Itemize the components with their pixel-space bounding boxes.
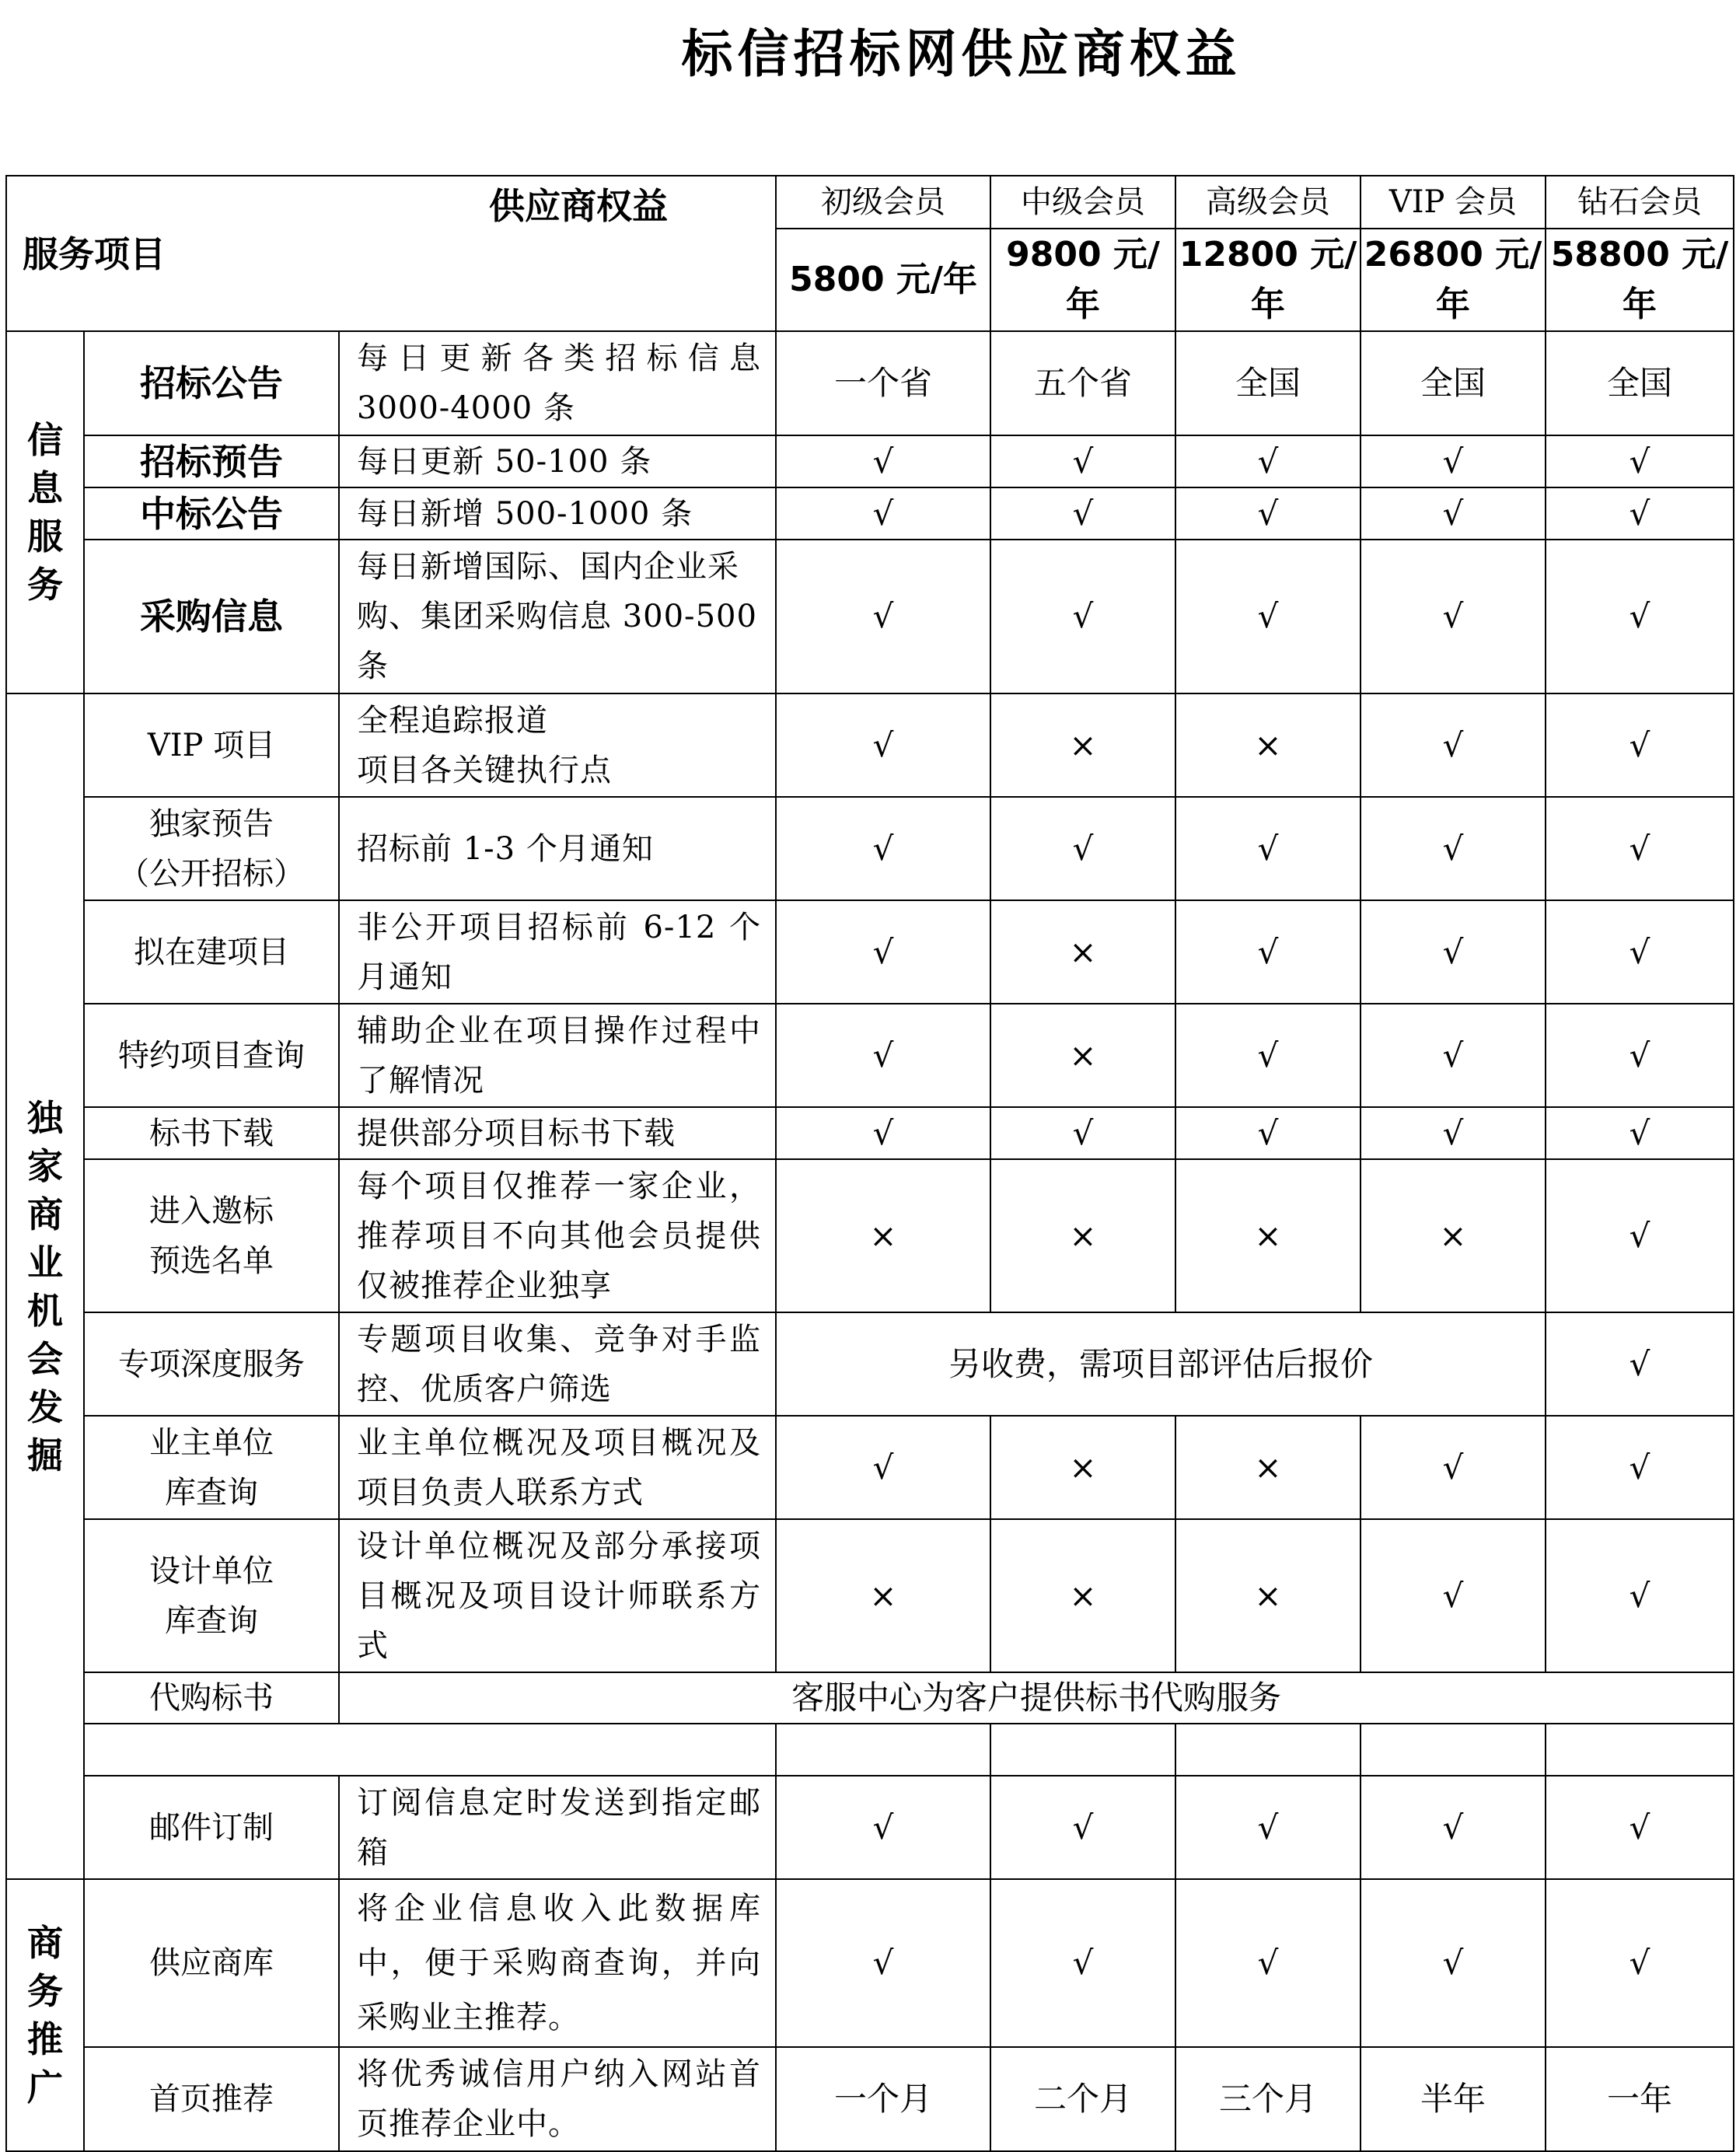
- level-name-intermediate: 中级会员: [990, 176, 1175, 229]
- row-value: √: [1361, 1776, 1546, 1879]
- row-value: √: [776, 1776, 990, 1879]
- row-value: √: [776, 435, 990, 487]
- row-value: √: [1361, 1004, 1546, 1107]
- table-row: [6, 1312, 1734, 1416]
- row-value: ×: [990, 900, 1175, 1004]
- row-value: √: [1546, 1107, 1734, 1159]
- row-value: √: [1175, 900, 1361, 1004]
- table-row: [6, 1879, 1734, 2047]
- row-value: √: [1546, 797, 1734, 900]
- row-value: 三个月: [1175, 2047, 1361, 2151]
- table-row: [6, 435, 1734, 487]
- row-item: 招标预告: [84, 435, 339, 487]
- table-row: [6, 487, 1734, 540]
- row-value: ×: [990, 1159, 1175, 1312]
- row-value: ×: [1175, 1159, 1361, 1312]
- row-value: √: [1361, 1416, 1546, 1519]
- empty-cell: [776, 1724, 990, 1776]
- header-corner-cell: [6, 176, 776, 331]
- row-value: √: [1175, 1879, 1361, 2047]
- row-value: √: [1175, 797, 1361, 900]
- row-desc: 每日更新各类招标信息 3000-4000 条: [339, 331, 776, 435]
- level-price-advanced: 12800 元/年: [1175, 229, 1361, 331]
- page-title: 标信招标网供应商权益: [681, 24, 1242, 84]
- table-row: [6, 693, 1734, 797]
- row-value: ×: [990, 693, 1175, 797]
- row-item: VIP 项目: [84, 693, 339, 797]
- row-desc: 每日更新 50-100 条: [339, 435, 776, 487]
- row-item: 业主单位 库查询: [84, 1416, 339, 1519]
- row-value: √: [1361, 540, 1546, 693]
- row-value: √: [1546, 900, 1734, 1004]
- row-desc: 专题项目收集、竞争对手监控、优质客户筛选: [339, 1312, 776, 1416]
- row-value: √: [1175, 1776, 1361, 1879]
- row-item: 特约项目查询: [84, 1004, 339, 1107]
- row-value: 一个省: [776, 331, 990, 435]
- row-value: √: [1546, 1004, 1734, 1107]
- row-desc: 每日新增 500-1000 条: [339, 487, 776, 540]
- row-value: √: [1546, 1879, 1734, 2047]
- row-value: √: [1546, 1776, 1734, 1879]
- row-value: ×: [1175, 693, 1361, 797]
- row-desc: 提供部分项目标书下载: [339, 1107, 776, 1159]
- row-value: ×: [990, 1416, 1175, 1519]
- row-desc: 每个项目仅推荐一家企业，推荐项目不向其他会员提供仅被推荐企业独享: [339, 1159, 776, 1312]
- row-item: 供应商库: [84, 1879, 339, 2047]
- service-items-header: 服务项目: [23, 233, 166, 275]
- row-value: 半年: [1361, 2047, 1546, 2151]
- row-value: √: [1361, 1107, 1546, 1159]
- level-price-vip: 26800 元/年: [1361, 229, 1546, 331]
- row-item: 中标公告: [84, 487, 339, 540]
- table-row: [6, 900, 1734, 1004]
- row-value: √: [990, 435, 1175, 487]
- row-desc: 设计单位概况及部分承接项目概况及项目设计师联系方式: [339, 1519, 776, 1672]
- category-info-service: 信息服务: [6, 331, 84, 693]
- row-value: 全国: [1546, 331, 1734, 435]
- row-value: √: [1546, 1416, 1734, 1519]
- row-value: √: [776, 797, 990, 900]
- level-name-basic: 初级会员: [776, 176, 990, 229]
- row-value: √: [776, 1004, 990, 1107]
- row-value: √: [776, 1107, 990, 1159]
- row-value: 一年: [1546, 2047, 1734, 2151]
- row-desc: 每日新增国际、国内企业采购、集团采购信息 300-500 条: [339, 540, 776, 693]
- category-exclusive: 独家商业机会发掘: [6, 693, 84, 1879]
- row-value: ×: [776, 1159, 990, 1312]
- row-item: 专项深度服务: [84, 1312, 339, 1416]
- table-row: [6, 1724, 1734, 1776]
- row-value: ×: [990, 1004, 1175, 1107]
- row-value: √: [1361, 487, 1546, 540]
- row-value: √: [1175, 487, 1361, 540]
- empty-cell: [1361, 1724, 1546, 1776]
- table-row: [6, 540, 1734, 693]
- table-row: [6, 1004, 1734, 1107]
- row-item: 独家预告 （公开招标）: [84, 797, 339, 900]
- row-value: √: [990, 797, 1175, 900]
- row-value: √: [1361, 435, 1546, 487]
- level-name-advanced: 高级会员: [1175, 176, 1361, 229]
- row-item: 拟在建项目: [84, 900, 339, 1004]
- row-value: 全国: [1175, 331, 1361, 435]
- row-value: √: [1175, 540, 1361, 693]
- row-item: 首页推荐: [84, 2047, 339, 2151]
- row-value: √: [1546, 1159, 1734, 1312]
- row-value: √: [990, 1879, 1175, 2047]
- table-row: [6, 1159, 1734, 1312]
- row-value: √: [776, 1416, 990, 1519]
- row-value: √: [1546, 540, 1734, 693]
- row-item: 设计单位 库查询: [84, 1519, 339, 1672]
- empty-cell: [1546, 1724, 1734, 1776]
- row-value: √: [990, 540, 1175, 693]
- row-value: ×: [1175, 1416, 1361, 1519]
- merged-note: 另收费，需项目部评估后报价: [776, 1312, 1546, 1416]
- level-price-intermediate: 9800 元/年: [990, 229, 1175, 331]
- row-value: √: [1361, 1879, 1546, 2047]
- row-value: 一个月: [776, 2047, 990, 2151]
- row-item: 代购标书: [84, 1672, 339, 1724]
- level-price-diamond: 58800 元/年: [1546, 229, 1734, 331]
- row-value: √: [1175, 435, 1361, 487]
- empty-cell: [1175, 1724, 1361, 1776]
- row-value: 二个月: [990, 2047, 1175, 2151]
- row-item: 邮件订制: [84, 1776, 339, 1879]
- empty-cell: [990, 1724, 1175, 1776]
- empty-cell: [84, 1724, 776, 1776]
- benefits-header: 供应商权益: [489, 185, 668, 227]
- row-value: √: [776, 487, 990, 540]
- row-value: √: [776, 540, 990, 693]
- row-item: 标书下载: [84, 1107, 339, 1159]
- row-desc: 将企业信息收入此数据库中，便于采购商查询，并向采购业主推荐。: [339, 1879, 776, 2047]
- table-row: [6, 797, 1734, 900]
- benefits-table: [5, 175, 1734, 2152]
- merged-note: 客服中心为客户提供标书代购服务: [339, 1672, 1734, 1724]
- row-value: √: [776, 693, 990, 797]
- row-value: √: [1175, 1107, 1361, 1159]
- row-value: √: [1361, 797, 1546, 900]
- table-row: [6, 1416, 1734, 1519]
- row-value: √: [990, 487, 1175, 540]
- row-item: 进入邀标 预选名单: [84, 1159, 339, 1312]
- row-value: ×: [776, 1519, 990, 1672]
- row-value: √: [1361, 1519, 1546, 1672]
- row-desc: 辅助企业在项目操作过程中了解情况: [339, 1004, 776, 1107]
- row-value: √: [1361, 900, 1546, 1004]
- table-row: [6, 331, 1734, 435]
- row-value: ×: [1361, 1159, 1546, 1312]
- row-value: √: [1546, 1519, 1734, 1672]
- row-value: √: [1546, 435, 1734, 487]
- row-value: √: [1361, 693, 1546, 797]
- row-desc: 非公开项目招标前 6-12 个月通知: [339, 900, 776, 1004]
- row-value: √: [776, 900, 990, 1004]
- table-row: [6, 1107, 1734, 1159]
- level-name-diamond: 钻石会员: [1546, 176, 1734, 229]
- row-desc: 业主单位概况及项目概况及项目负责人联系方式: [339, 1416, 776, 1519]
- row-value: √: [990, 1776, 1175, 1879]
- row-value: √: [990, 1107, 1175, 1159]
- table-row: [6, 1672, 1734, 1724]
- row-value: 五个省: [990, 331, 1175, 435]
- row-desc: 招标前 1-3 个月通知: [339, 797, 776, 900]
- table-row: [6, 2047, 1734, 2151]
- table-row: [6, 1776, 1734, 1879]
- row-item: 招标公告: [84, 331, 339, 435]
- row-value: √: [1546, 487, 1734, 540]
- row-desc: 全程追踪报道 项目各关键执行点: [339, 693, 776, 797]
- row-value: √: [776, 1879, 990, 2047]
- category-promotion: 商务推广: [6, 1879, 84, 2151]
- row-desc: 将优秀诚信用户纳入网站首页推荐企业中。: [339, 2047, 776, 2151]
- table-row: [6, 1519, 1734, 1672]
- row-value: ×: [1175, 1519, 1361, 1672]
- row-value: √: [1546, 1312, 1734, 1416]
- row-desc: 订阅信息定时发送到指定邮箱: [339, 1776, 776, 1879]
- row-value: 全国: [1361, 331, 1546, 435]
- level-price-basic: 5800 元/年: [776, 229, 990, 331]
- row-value: √: [1175, 1004, 1361, 1107]
- row-value: √: [1546, 693, 1734, 797]
- row-item: 采购信息: [84, 540, 339, 693]
- row-value: ×: [990, 1519, 1175, 1672]
- level-name-vip: VIP 会员: [1361, 176, 1546, 229]
